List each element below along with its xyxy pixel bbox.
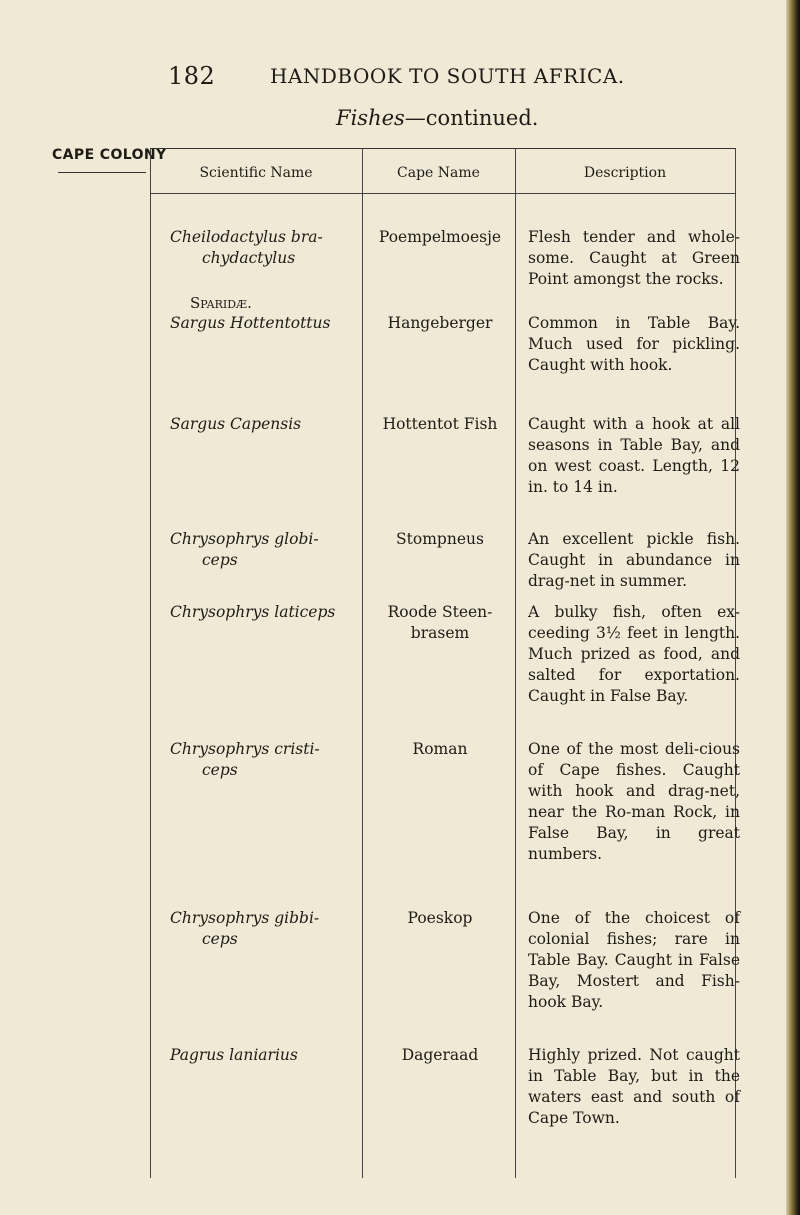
book-spine-shadow [786, 0, 800, 1215]
margin-label: CAPE COLONY [52, 147, 167, 163]
cape-name: Stompneus [396, 530, 484, 548]
cape-name: Poeskop [407, 909, 473, 927]
description: One of the most deli-cious of Cape fishes. Caught with hook and drag-net, near the Ro-man Rock, in False Bay, in great numbers. [528, 740, 740, 863]
cape-name: Poempelmoesje [378, 228, 502, 246]
header-rule [150, 193, 735, 194]
sci-name-continuation: ceps [202, 761, 238, 779]
table-row-sci-name [170, 227, 360, 269]
cape-name: Roman [412, 740, 468, 758]
column-header-description: Description [583, 165, 667, 181]
table-row-sci-name [170, 908, 360, 950]
description: A bulky fish, often ex-ceeding 3½ feet in length. Much prized as food, and salted for exportation. Caught in False Bay. [528, 603, 740, 705]
cape-name: Hangeberger [387, 314, 493, 332]
section-title-main: Fishes [336, 106, 405, 130]
table-row-sci-name [170, 739, 360, 781]
sci-name-line: Sargus Capensis [170, 415, 302, 433]
description: Common in Table Bay. Much used for pickling. Caught with hook. [528, 314, 740, 374]
description: Flesh tender and whole-some. Caught at Green Point amongst the rocks. [528, 228, 740, 288]
sci-name-line: Pagrus laniarius [170, 1046, 298, 1064]
cape-name: Roode Steen- brasem [387, 603, 493, 642]
table-row-sci-name [170, 313, 360, 334]
sci-name-continuation: chydactylus [202, 249, 296, 267]
sci-name-line: Chrysophrys gibbi- [170, 909, 320, 927]
description: One of the choicest of colonial fishes; rare in Table Bay. Caught in False Bay, Mostert and Fish-hook Bay. [528, 909, 740, 1011]
sci-name-line: Chrysophrys globi- [170, 530, 319, 548]
cape-name: Dageraad [401, 1046, 479, 1064]
section-title-continued: —continued. [404, 106, 539, 130]
sci-name-continuation: ceps [202, 930, 238, 948]
table-row-sci-name [170, 414, 360, 435]
description: Caught with a hook at all seasons in Table Bay, and on west coast. Length, 12 in. to 14 in. [528, 415, 740, 496]
column-header-cape: Cape Name [397, 165, 480, 181]
table-row-sci-name [170, 1045, 360, 1066]
page-number: 182 [168, 62, 216, 90]
sci-name-line: Chrysophrys laticeps [170, 603, 336, 621]
sci-name-continuation: ceps [202, 551, 238, 569]
table-divider-1 [362, 148, 363, 1178]
table-divider-2 [515, 148, 516, 1178]
section-title [336, 106, 538, 130]
table-row-sci-name [170, 529, 360, 571]
sci-name-line: Sargus Hottentottus [170, 314, 331, 332]
description: An excellent pickle fish. Caught in abundance in drag-net in summer. [528, 530, 740, 590]
table-border-left [150, 148, 151, 1178]
family-label: Sparidæ. [190, 294, 252, 312]
margin-rule [58, 172, 146, 173]
sci-name-line: Cheilodactylus bra- [170, 228, 323, 246]
description: Highly prized. Not caught in Table Bay, but in the waters east and south of Cape Town. [528, 1046, 740, 1127]
table-row-sci-name [170, 602, 360, 623]
running-title: HANDBOOK TO SOUTH AFRICA. [270, 64, 625, 88]
cape-name: Hottentot Fish [382, 415, 498, 433]
sci-name-line: Chrysophrys cristi- [170, 740, 320, 758]
column-header-scientific: Scientific Name [199, 165, 313, 181]
